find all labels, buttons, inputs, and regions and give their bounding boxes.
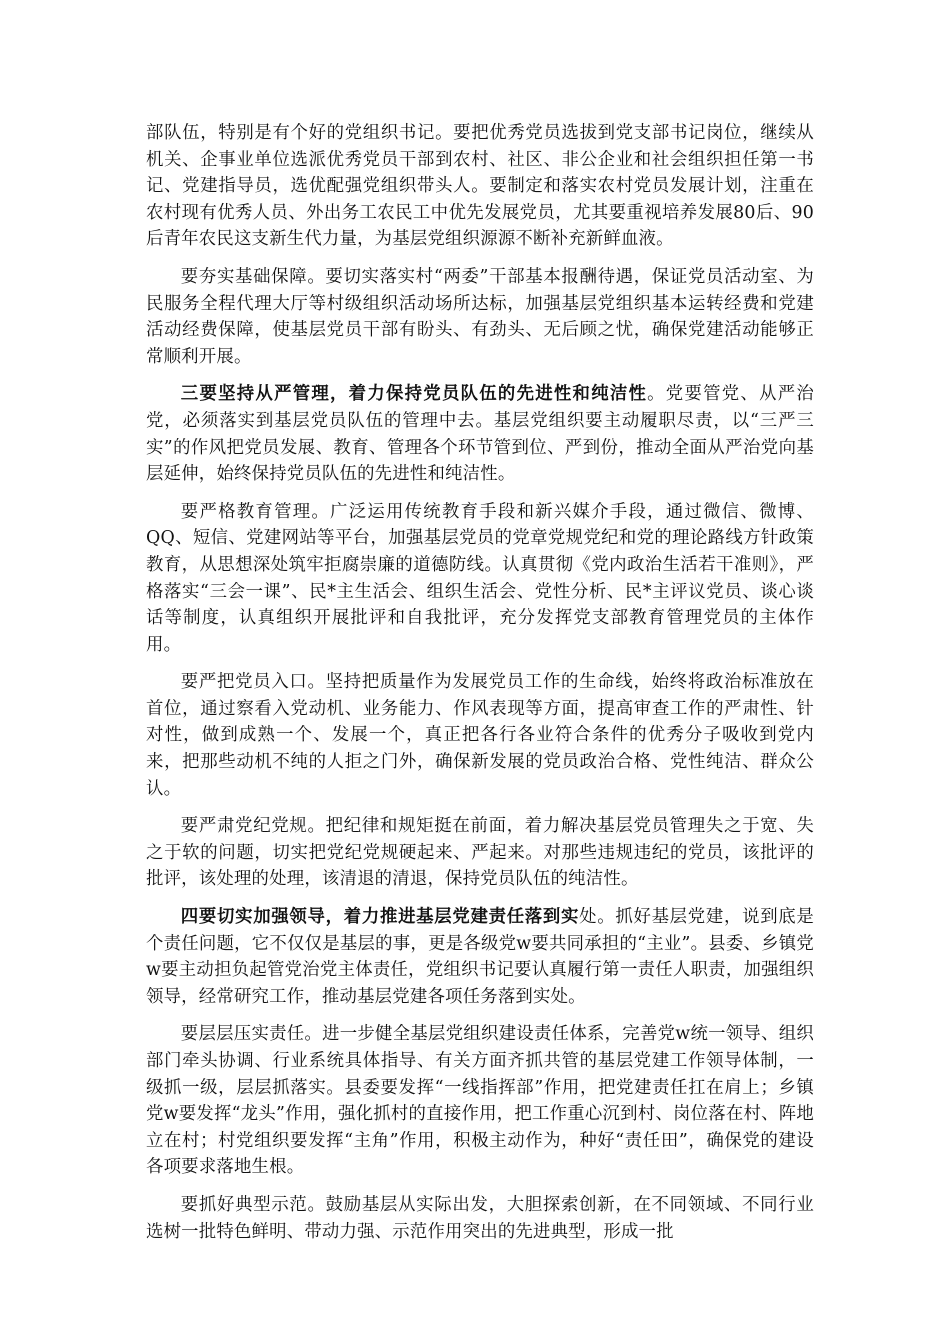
paragraph-2 — [146, 264, 814, 370]
paragraph-8-text: 要层层压实责任。进一步健全基层党组织建设责任体系，完善党w统一领导、组织部门牵头协调、行业系统具体指导、有关方面齐抓共管的基层党建工作领导体制，一级抓一级，层层抓落实。县委要发挥“一线指挥部”作用，把党建责任扛在肩上；乡镇党w要发挥“龙头”作用，强化抓村的直接作用，把工作重心沉到村、岗位落在村、阵地立在村；村党组织要发挥“主角”作用，积极主动作为，种好“责任田”，确保党的建设各项要求落地生根。 — [146, 1024, 814, 1178]
paragraph-1 — [146, 120, 814, 253]
document-page — [146, 120, 814, 1256]
paragraph-4 — [146, 499, 814, 659]
paragraph-2-text: 要夯实基础保障。要切实落实村“两委”干部基本报酬待遇，保证党员活动室、为民服务全程代理大厅等村级组织活动场所达标，加强基层党组织基本运转经费和党建活动经费保障，使基层党员干部有盼头、有劲头、无后顾之忧，确保党建活动能够正常顺利开展。 — [146, 266, 814, 367]
paragraph-9-text: 要抓好典型示范。鼓励基层从实际出发，大胆探索创新，在不同领域、不同行业选树一批特色鲜明、带动力强、示范作用突出的先进典型，形成一批 — [146, 1194, 814, 1242]
paragraph-6-text: 要严肃党纪党规。把纪律和规矩挺在前面，着力解决基层党员管理失之于宽、失之于软的问题，切实把党纪党规硬起来、严起来。对那些违规违纪的党员，该批评的批评，该处理的处理，该清退的清退，保持党员队伍的纯洁性。 — [146, 816, 814, 890]
paragraph-5-text: 要严把党员入口。坚持把质量作为发展党员工作的生命线，始终将政治标准放在首位，通过察看入党动机、业务能力、作风表现等方面，提高审查工作的严肃性、针对性，做到成熟一个、发展一个，真正把各行各业符合条件的优秀分子吸收到党内来，把那些动机不纯的人拒之门外，确保新发展的党员政治合格、党性纯洁、群众公认。 — [146, 672, 814, 799]
paragraph-6 — [146, 813, 814, 893]
paragraph-8 — [146, 1021, 814, 1181]
paragraph-9 — [146, 1192, 814, 1245]
paragraph-3 — [146, 381, 814, 487]
paragraph-5 — [146, 669, 814, 802]
paragraph-3-text: 。党要管党、从严治党，必须落实到基层党员队伍的管理中去。基层党组织要主动履职尽责，以“三严三实”的作风把党员发展、教育、管理各个环节管到位、严到份，推动全面从严治党向基层延伸，始终保持党员队伍的先进性和纯洁性。 — [146, 384, 814, 485]
paragraph-7-text: 处。抓好基层党建，说到底是个责任问题，它不仅仅是基层的事，更是各级党w要共同承担的“主业”。县委、乡镇党w要主动担负起管党治党主体责任，党组织书记要认真履行第一责任人职责，加强组织领导，经常研究工作，推动基层党建各项任务落到实处。 — [146, 907, 815, 1007]
paragraph-1-text: 部队伍，特别是有个好的党组织书记。要把优秀党员选拔到党支部书记岗位，继续从机关、企事业单位选派优秀党员干部到农村、社区、非公企业和社会组织担任第一书记、党建指导员，选优配强党组织带头人。要制定和落实农村党员发展计划，注重在农村现有优秀人员、外出务工农民工中优先发展党员，尤其要重视培养发展80后、90后青年农民这支新生代力量，为基层党组织源源不断补充新鲜血液。 — [146, 123, 814, 250]
paragraph-4-text: 要严格教育管理。广泛运用传统教育手段和新兴媒介手段，通过微信、微博、QQ、短信、党建网站等平台，加强基层党员的党章党规党纪和党的理论路线方针政策教育，从思想深处筑牢拒腐崇廉的道德防线。认真贯彻《党内政治生活若干准则》，严格落实“三会一课”、民*主生活会、组织生活会、党性分析、民*主评议党员、谈心谈话等制度，认真组织开展批评和自我批评，充分发挥党支部教育管理党员的主体作用。 — [146, 501, 814, 655]
paragraph-7-heading: 四要切实加强领导，着力推进基层党建责任落到实 — [180, 907, 580, 928]
paragraph-7 — [146, 904, 814, 1010]
paragraph-3-heading: 三要坚持从严管理，着力保持党员队伍的先进性和纯洁性 — [180, 384, 648, 405]
